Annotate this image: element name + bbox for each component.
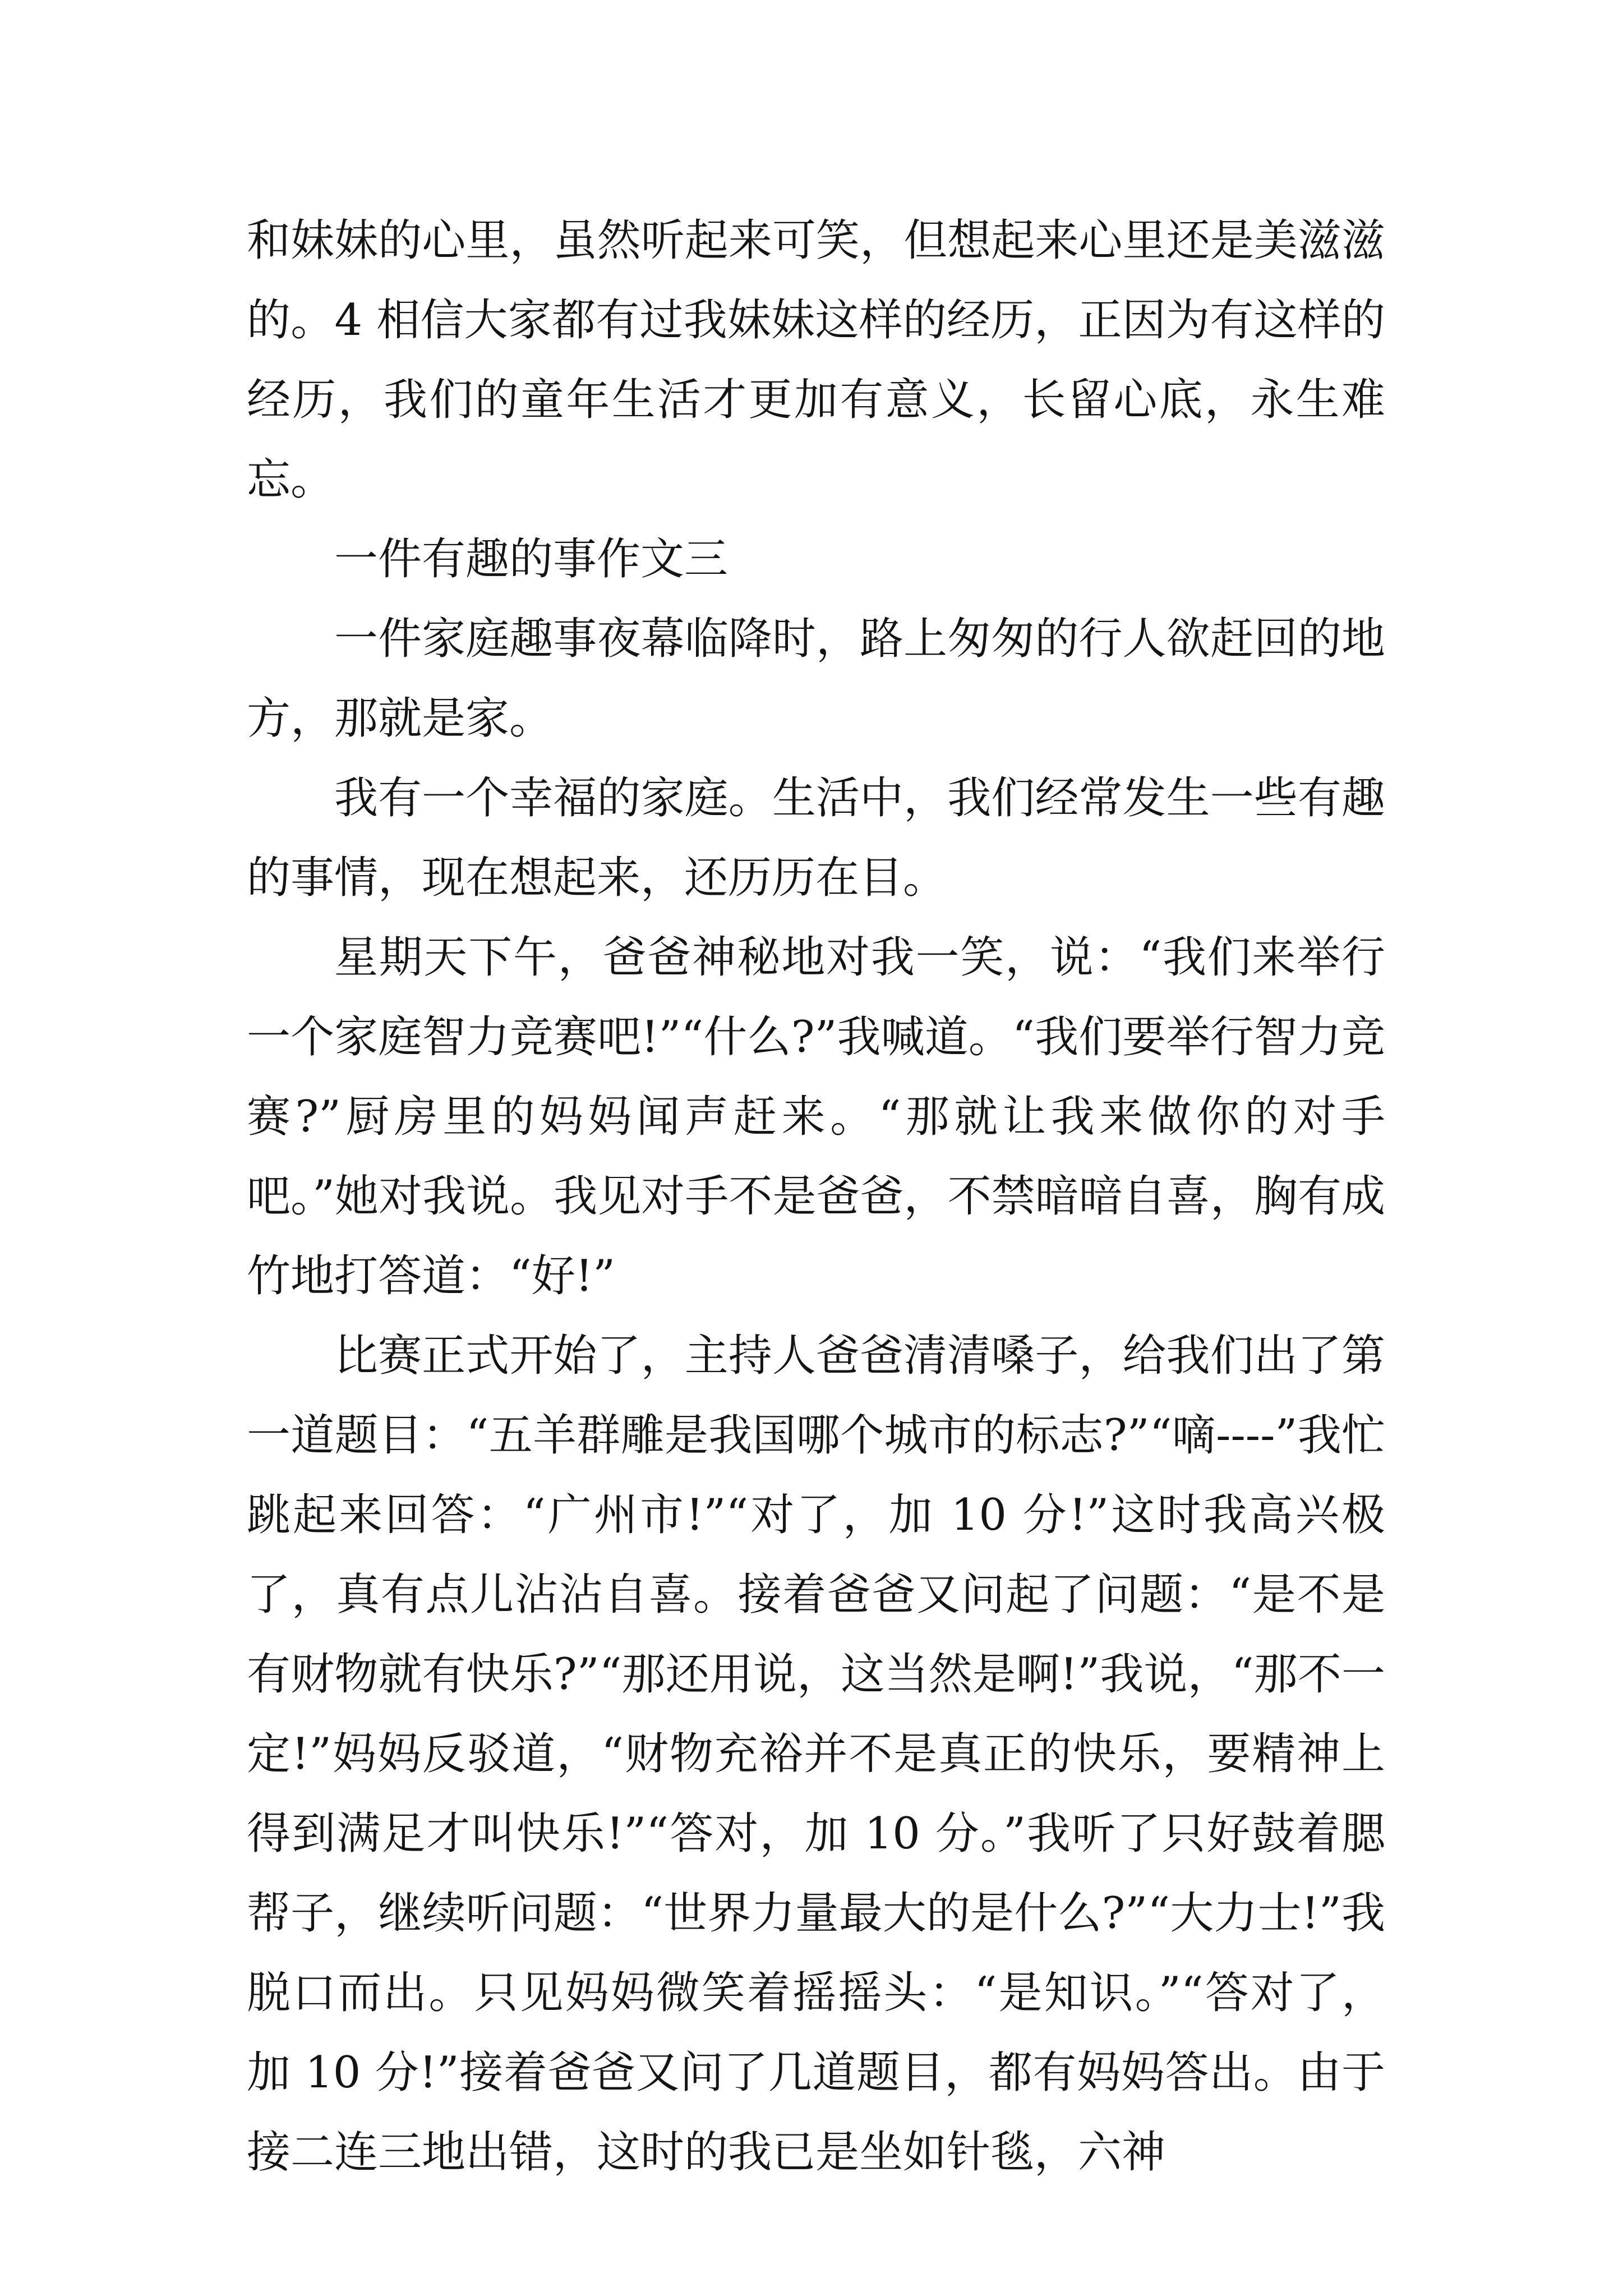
paragraph-2-heading: 一件有趣的事作文三 bbox=[334, 534, 728, 585]
text-column bbox=[247, 201, 1385, 2192]
paragraph-4: 我有一个幸福的家庭。生活中，我们经常发生一些有趣的事情，现在想起来，还历历在目。 bbox=[247, 773, 1385, 903]
paragraph-5: 星期天下午，爸爸神秘地对我一笑，说：“我们来举行一个家庭智力竞赛吧!”“什么?”我喊道。“我们要举行智力竞赛?”厨房里的妈妈闻声赶来。“那就让我来做你的对手吧。”她对我说。我见对手不是爸爸，不禁暗暗自喜，胸有成竹地打答道：“好!” bbox=[247, 932, 1385, 1301]
paragraph-3: 一件家庭趣事夜幕临降时，路上匆匆的行人欲赶回的地方，那就是家。 bbox=[247, 614, 1385, 744]
paragraph-6: 比赛正式开始了，主持人爸爸清清嗓子，给我们出了第一道题目：“五羊群雕是我国哪个城市的标志?”“嘀----”我忙跳起来回答：“广州市!”“对了，加 10 分!”这时我高兴极了，真有点儿沾沾自喜。接着爸爸又问起了问题：“是不是有财物就有快乐?”“那还用说，这当然是啊!”我说，“那不一定!”妈妈反驳道，“财物充裕并不是真正的快乐，要精神上得到满足才叫快乐!”“答对，加 10 分。”我听了只好鼓着腮帮子，继续听问题：“世界力量最大的是什么?”“大力士!”我脱口而出。只见妈妈微笑着摇摇头：“是知识。”“答对了，加 10 分!”接着爸爸又问了几道题目，都有妈妈答出。由于接二连三地出错，这时的我已是坐如针毯，六神 bbox=[247, 1331, 1385, 2178]
paragraph-1: 和妹妹的心里，虽然听起来可笑，但想起来心里还是美滋滋的。4 相信大家都有过我妹妹这样的经历，正因为有这样的经历，我们的童年生活才更加有意义，长留心底，永生难忘。 bbox=[247, 215, 1385, 505]
